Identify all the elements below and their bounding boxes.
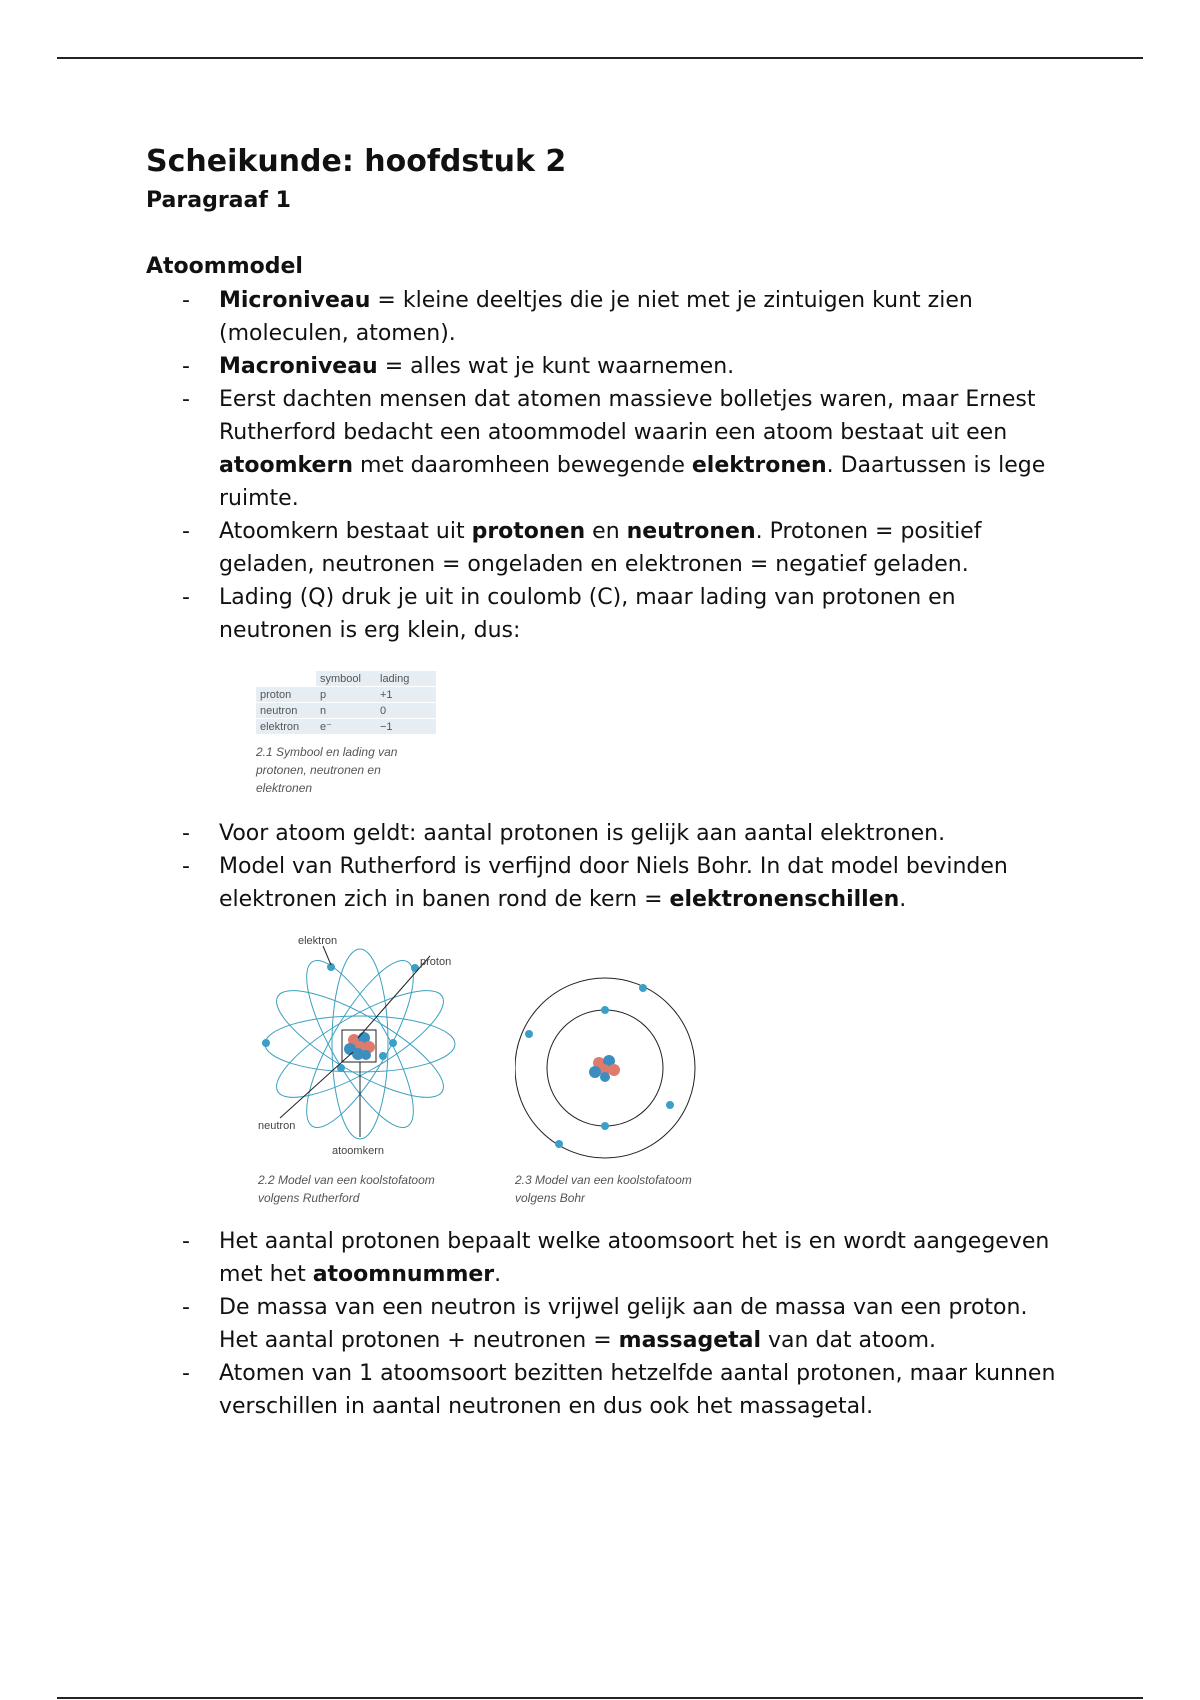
list-item: - Model van Rutherford is verfijnd door Niels Bohr. In dat model bevinden elektronen zich in banen rond de kern = elektronenschillen. (182, 854, 1008, 912)
list-item: - Atoomkern bestaat uit protonen en neutronen. Protonen = positief geladen, neutronen = ongeladen en elektronen = negatief geladen. (182, 519, 982, 577)
figure-caption: 2.3 Model van een koolstofatoom volgens Bohr (515, 1173, 692, 1205)
table-row: elektron e⁻ −1 (256, 719, 436, 735)
list-item: - Lading (Q) druk je uit in coulomb (C), maar lading van protonen en neutronen is erg klein, dus: (182, 585, 956, 643)
charge-table-figure (256, 671, 456, 797)
table-header: symbool (316, 671, 376, 687)
list-item: - Macroniveau = alles wat je kunt waarnemen. (182, 354, 735, 379)
label-proton: proton (420, 956, 452, 968)
page-title: Scheikunde: hoofdstuk 2 (146, 144, 567, 179)
bullet-list-a (146, 284, 1066, 647)
table-row: proton p +1 (256, 687, 436, 703)
rutherford-atom-diagram (250, 932, 480, 1167)
bullet-list-b (146, 817, 1066, 916)
charge-table (256, 671, 436, 735)
nucleus (589, 1055, 620, 1082)
section-heading: Atoommodel (146, 254, 303, 279)
bohr-figure (515, 932, 745, 1207)
table-header: lading (376, 671, 436, 687)
atom-model-figures (250, 932, 1066, 1207)
paragraph-heading: Paragraaf 1 (146, 188, 291, 213)
label-neutron: neutron (258, 1120, 296, 1132)
list-item: - Het aantal protonen bepaalt welke atoomsoort het is en wordt aangegeven met het atoomnummer. (182, 1229, 1050, 1287)
bottom-rule (57, 1697, 1143, 1699)
bohr-atom-diagram (515, 932, 715, 1167)
rutherford-figure (250, 932, 515, 1207)
figure-caption: 2.1 Symbool en lading van protonen, neutronen en elektronen (256, 745, 398, 795)
label-elektron: elektron (298, 935, 338, 947)
list-item: - Microniveau = kleine deeltjes die je niet met je zintuigen kunt zien (moleculen, atomen). (182, 288, 973, 346)
list-item: - De massa van een neutron is vrijwel gelijk aan de massa van een proton. Het aantal protonen + neutronen = massagetal van dat atoom. (182, 1295, 1028, 1353)
figure-caption: 2.2 Model van een koolstofatoom volgens Rutherford (258, 1173, 435, 1205)
bullet-list-c (146, 1225, 1066, 1423)
list-item: - Voor atoom geldt: aantal protonen is gelijk aan aantal elektronen. (182, 821, 946, 846)
list-item: - Eerst dachten mensen dat atomen massieve bolletjes waren, maar Ernest Rutherford bedacht een atoommodel waarin een atoom bestaat uit een atoomkern met daaromheen bewegende elektronen. Daartussen is lege ruimte. (182, 387, 1046, 511)
table-row: neutron n 0 (256, 703, 436, 719)
top-rule (57, 57, 1143, 59)
label-atoomkern: atoomkern (332, 1145, 384, 1157)
list-item: - Atomen van 1 atoomsoort bezitten hetzelfde aantal protonen, maar kunnen verschillen in aantal neutronen en dus ook het massagetal. (182, 1361, 1056, 1419)
document-body (146, 140, 1066, 1423)
